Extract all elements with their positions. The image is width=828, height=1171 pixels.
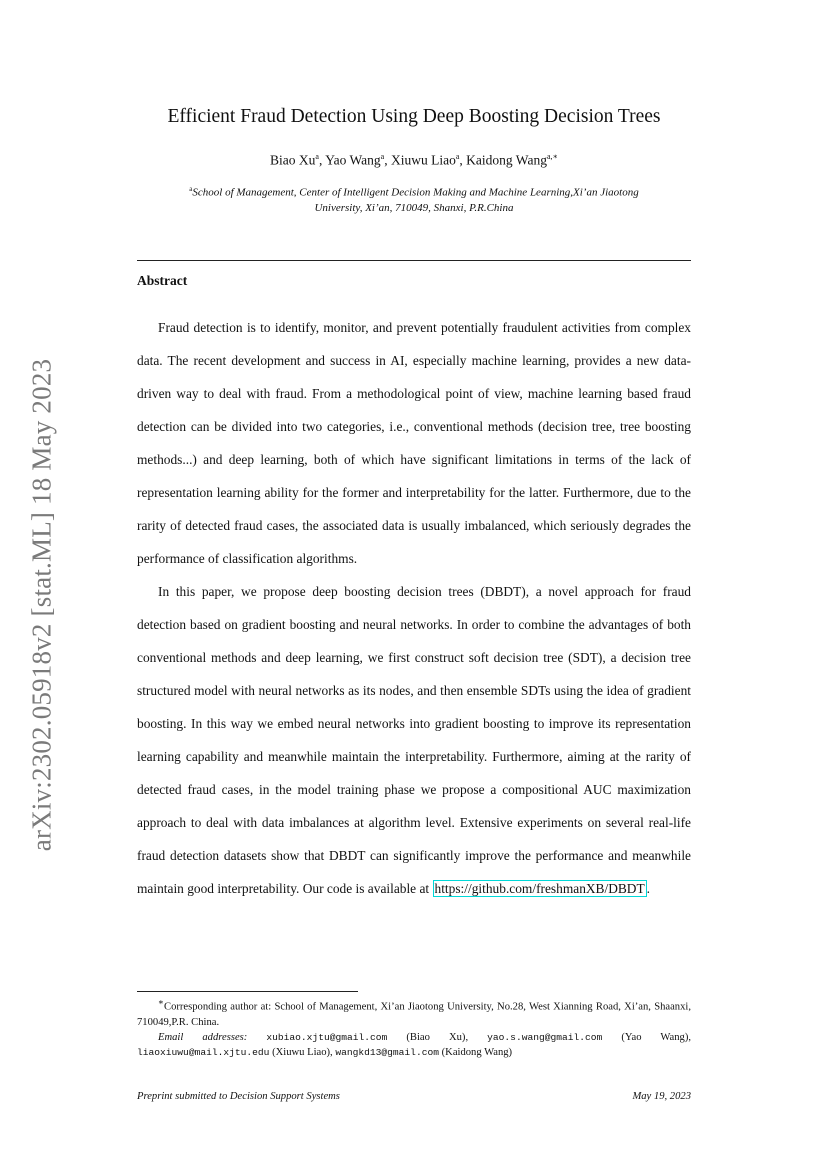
- author-sup: a: [455, 152, 460, 161]
- email-address: xubiao.xjtu@gmail.com: [266, 1031, 388, 1043]
- abstract-paragraph-2: [137, 575, 691, 905]
- author-name: Yao Wang: [325, 152, 381, 168]
- abstract-paragraph-2-text: In this paper, we propose deep boosting decision trees (DBDT), a novel approach for fraud detection based on gradient boosting and neural networks. In order to combine the advantages of both conventional methods and deep learning, we first construct soft decision tree (SDT), a decision tree structured model with neural networks as its nodes, and then ensemble SDTs using the idea of gradient boosting. In this way we embed neural networks into gradient boosting to improve its representation learning capability and meanwhile maintain the interpretability. Furthermore, aiming at the rarity of detected fraud cases, in the model training phase we propose a compositional AUC maximization approach to deal with data imbalances at algorithm level. Extensive experiments on several real-life fraud detection datasets show that DBDT can significantly improve the performance and meanwhile maintain good interpretability. Our code is available at: [137, 584, 691, 896]
- email-owner: (Kaidong Wang): [441, 1046, 513, 1058]
- arxiv-id-label: arXiv:2302.05918v2 [stat.ML] 18 May 2023: [26, 358, 57, 852]
- footnote-star: ∗: [158, 997, 165, 1007]
- author-sup: a,∗: [546, 152, 558, 161]
- corresponding-author-note: [137, 995, 691, 1030]
- abstract-heading: Abstract: [137, 273, 188, 288]
- author-name: Xiuwu Liao: [390, 152, 456, 168]
- paper-title: Efficient Fraud Detection Using Deep Boosting Decision Trees: [167, 106, 661, 127]
- affiliation-line-1: School of Management, Center of Intelligent Decision Making and Machine Learning,Xi’an Jiaotong: [192, 186, 639, 199]
- affiliation: [140, 182, 688, 216]
- email-label: Email addresses:: [158, 1031, 248, 1043]
- code-repository-link[interactable]: https://github.com/freshmanXB/DBDT: [434, 881, 645, 896]
- arxiv-sidebar-stamp: [22, 340, 62, 870]
- abstract-body: [137, 311, 691, 905]
- footnotes: [137, 995, 691, 1060]
- author-name: Kaidong Wang: [466, 152, 547, 168]
- author-sup: a: [315, 152, 319, 161]
- footer-date: May 19, 2023: [632, 1091, 691, 1102]
- corresponding-author-text: Corresponding author at: School of Management, Xi’an Jiaotong University, No.28, West Xianning Road, Xi’an, Shaanxi, 710049,P.R. China.: [137, 1001, 691, 1028]
- email-owner: (Xiuwu Liao): [272, 1046, 331, 1058]
- email-address: liaoxiuwu@mail.xjtu.edu: [137, 1046, 270, 1058]
- header-divider: [137, 260, 691, 261]
- affiliation-line-2: University, Xi’an, 710049, Shanxi, P.R.China: [314, 201, 514, 214]
- email-address: yao.s.wang@gmail.com: [487, 1031, 603, 1043]
- abstract-paragraph-1: Fraud detection is to identify, monitor, and prevent potentially fraudulent activities from complex data. The recent development and success in AI, especially machine learning, provides a new data-driven way to deal with fraud. From a methodological point of view, machine learning based fraud detection can be divided into two categories, i.e., conventional methods (decision tree, tree boosting methods...) and deep learning, both of which have significant limitations in terms of the lack of representation learning ability for the former and interpretability for the latter. Furthermore, due to the rarity of detected fraud cases, the associated data is usually imbalanced, which seriously degrades the performance of classification algorithms.: [137, 320, 691, 566]
- author-list: Biao Xu$^a$, Yao Wang$^a$, Xiuwu Liao$^a$, Kaidong Wang$^{a,∗}$: [270, 152, 558, 168]
- affiliation-sup: a: [189, 185, 193, 193]
- email-addresses-note: Email addresses: xubiao.xjtu@gmail.com (Biao Xu), yao.s.wang@gmail.com (Yao Wang), liaoxiuwu@mail.xjtu.edu (Xiuwu Liao), wangkd13@gmail.com (Kaidong Wang): [137, 1031, 692, 1058]
- preprint-notice: Preprint submitted to Decision Support Systems: [137, 1091, 340, 1102]
- page-footer: [137, 1091, 691, 1102]
- footnote-divider: [137, 991, 358, 992]
- link-period: .: [646, 881, 651, 896]
- email-owner: (Yao Wang): [621, 1031, 689, 1043]
- author-sup: a: [380, 152, 385, 161]
- author-name: Biao Xu: [270, 152, 316, 168]
- email-address: wangkd13@gmail.com: [335, 1046, 439, 1058]
- email-owner: (Biao Xu): [406, 1031, 466, 1043]
